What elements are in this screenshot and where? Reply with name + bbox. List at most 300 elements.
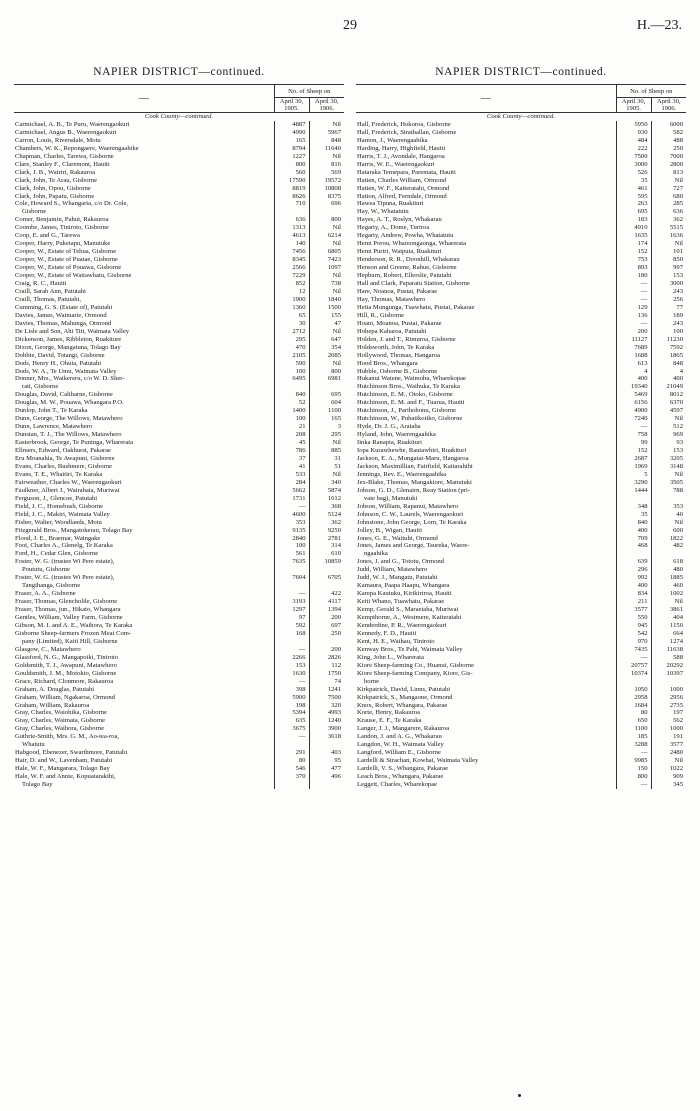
table-row (356, 686, 686, 694)
sheep-1905: 180 (616, 272, 651, 280)
owner-name: Hataraka Temepara, Paremata, Hauiti (357, 168, 456, 176)
owner-name: Ferguson, J., Glencoe, Patutahi (15, 494, 98, 502)
sheep-1906: 20292 (651, 662, 686, 670)
sheep-1905: 45 (274, 439, 309, 447)
sheep-1906: 191 (651, 733, 686, 741)
sheep-1905 (274, 208, 309, 216)
table-row (14, 781, 344, 789)
sheep-1905: — (274, 678, 309, 686)
sheep-1905: 710 (274, 200, 309, 208)
table-row (356, 598, 686, 606)
sheep-1905: 484 (616, 137, 651, 145)
left-column (14, 66, 344, 789)
sheep-1905: 198 (274, 702, 309, 710)
table-row (14, 264, 344, 272)
table-row (356, 256, 686, 264)
sheep-1905: 1050 (616, 686, 651, 694)
table-row (356, 344, 686, 352)
sheep-1905: 468 (616, 542, 651, 550)
table-row (14, 256, 344, 264)
table-row (14, 717, 344, 725)
owner-name: Johnstone, John George, Lorn, Te Karaka (357, 518, 467, 526)
owner-name: Davies, James, Waimarie, Ormond (15, 311, 107, 319)
owner-name: Gray, Charles, Waiohika, Gisborne (15, 709, 107, 717)
document-reference: H.—23. (636, 18, 682, 33)
sheep-1905: 613 (616, 360, 651, 368)
table-row (14, 280, 344, 288)
owner-name: Carmichael, A. B., Te Puru, Waerengaokuri (15, 120, 130, 128)
table-row (14, 535, 344, 543)
owner-name: Gouldsmith, J. M., Motokio, Gisborne (15, 669, 117, 677)
table-row (14, 185, 344, 193)
table-row (14, 662, 344, 670)
sheep-1906: Nil (309, 272, 344, 280)
owner-name: ngaahika (364, 550, 388, 558)
table-row (356, 129, 686, 137)
owner-name: Holden, J. and T., Rimuroa, Gisborne (357, 335, 456, 343)
owner-name: Carmichael, Angus B., Waerengaokuri (15, 128, 117, 136)
sheep-count-header: No. of Sheep on (274, 85, 344, 98)
sheep-1906: 2956 (651, 694, 686, 702)
sheep-1905: 400 (616, 582, 651, 590)
table-row (356, 503, 686, 511)
owner-name: Fraser, Thomas, jun., Hikato, Whangara (15, 606, 121, 614)
sheep-1906: 3861 (651, 606, 686, 614)
sheep-1906: Nil (651, 177, 686, 185)
owner-name: Iopa Kurawhewhe, Rautawhiri, Ruakituri (357, 447, 467, 455)
owner-name: Field, J. C., Homebush, Gisborne (15, 502, 104, 510)
sheep-1906: 1000 (651, 725, 686, 733)
owner-name: Evans, Charles, Bushmere, Gisborne (15, 462, 113, 470)
owner-name: Donner, Mrs., Waikereru, c/o W. D. Sher- (15, 375, 125, 383)
district-title: NAPIER DISTRICT—continued. (93, 66, 265, 78)
sheep-1906 (309, 741, 344, 749)
sheep-1905: 636 (274, 216, 309, 224)
table-row (356, 407, 686, 415)
owner-name: Dickenson, James, Ribbleton, Ruakiture (15, 335, 122, 343)
owner-name: Cooper, W., Estate of Waitawhatu, Gisborne (15, 272, 132, 280)
owner-name: Jobson, William, Rapanui, Matawhero (357, 502, 459, 510)
owner-name: Dunstan, T. J., The Willows, Matawhero (15, 431, 122, 439)
sheep-1905: 284 (274, 479, 309, 487)
sheep-1906: 51 (309, 463, 344, 471)
table-row (356, 773, 686, 781)
owner-name: Fisher, Walter, Woodlands, Motu (15, 518, 102, 526)
table-row (14, 360, 344, 368)
sheep-1905: 400 (616, 375, 651, 383)
owner-name: Dunn, Lawrence, Matawhero (15, 423, 93, 431)
owner-name: Gentles, William, Valley Farm, Gisborne (15, 614, 123, 622)
table-row (356, 272, 686, 280)
table-row (14, 511, 344, 519)
sheep-1906: 1612 (309, 495, 344, 503)
table-row (356, 606, 686, 614)
owner-name: Coop, E. and G., Tarewa (15, 232, 80, 240)
sheep-1906: 285 (651, 200, 686, 208)
sheep-1905: 1684 (616, 702, 651, 710)
sheep-1906: 403 (309, 749, 344, 757)
owner-name: Goldsmith, T. J., Awapuni, Matawhero (15, 661, 117, 669)
owner-name: Hair, D. and W., Lavenham, Patutahi (15, 757, 113, 765)
sheep-1905: 400 (616, 527, 651, 535)
table-row (356, 574, 686, 582)
owner-name: Easterbrook, George, Te Puninga, Wharerata (15, 439, 134, 447)
table-row (356, 224, 686, 232)
sheep-table-left (14, 84, 344, 789)
sheep-1905 (274, 741, 309, 749)
sheep-1905: 100 (274, 542, 309, 550)
owner-name: Hutchinson, E. M. and F., Tuarua, Hauiti (357, 399, 465, 407)
owner-name: Hill, R., Gisborne (357, 311, 405, 319)
owner-name: Karepa Kautuku, Kirikiriroa, Hauiti (357, 590, 452, 598)
sheep-1905: 348 (616, 503, 651, 511)
sheep-1905: 1400 (274, 407, 309, 415)
sheep-1906: Nil (309, 240, 344, 248)
table-row (356, 527, 686, 535)
owner-name: Gray, Charles, Waimata, Gisborne (15, 717, 106, 725)
table-row (356, 383, 686, 391)
sheep-1906: 10808 (309, 185, 344, 193)
sheep-table-right (356, 84, 686, 789)
table-row (356, 153, 686, 161)
sheep-1906: 422 (309, 590, 344, 598)
sheep-1905: 800 (616, 773, 651, 781)
owner-name: Clark, J. B., Wairiri, Rakauroa (15, 168, 96, 176)
table-row (356, 678, 686, 686)
sheep-1906 (309, 638, 344, 646)
table-row (14, 423, 344, 431)
sheep-1906: 1885 (651, 574, 686, 582)
sheep-1906: 7000 (651, 153, 686, 161)
owner-name: Hare, Noanoa, Pustai, Pakarae (357, 287, 438, 295)
sheep-1906: 816 (309, 161, 344, 169)
owner-name: Gisborne (22, 208, 47, 216)
sheep-1906: 482 (651, 542, 686, 550)
sheep-1905 (274, 638, 309, 646)
table-row (14, 638, 344, 646)
table-row (356, 375, 686, 383)
table-row (356, 336, 686, 344)
sheep-1906: 243 (651, 320, 686, 328)
sheep-1905: 650 (616, 717, 651, 725)
sheep-1905: 21 (274, 423, 309, 431)
table-row (14, 224, 344, 232)
owner-name: Graham, William, Rakauroa (15, 701, 90, 709)
sheep-1906: 3 (309, 423, 344, 431)
table-row (356, 741, 686, 749)
sheep-1906: 197 (651, 709, 686, 717)
sheep-1905: 695 (616, 208, 651, 216)
owner-name: Foster, W. G. (trustee Wi Pere estate), (15, 574, 115, 582)
table-row (14, 590, 344, 598)
owner-name: Evans, T. E., Whaitiri, Te Karaka (15, 470, 103, 478)
sheep-1905: 970 (616, 638, 651, 646)
sheep-1906: 250 (651, 145, 686, 153)
sheep-1905: 758 (616, 431, 651, 439)
owner-name: Clark, John, Opou, Gisborne (15, 184, 91, 192)
sheep-1906 (309, 208, 344, 216)
table-row (14, 216, 344, 224)
table-row (14, 193, 344, 201)
sheep-1905: 183 (616, 216, 651, 224)
owner-name: Kirkpatrick, David, Linns, Patutahi (357, 685, 451, 693)
owner-name: Henderson, R. R., Doonhill, Whakarau (357, 256, 460, 264)
sheep-1905: 10374 (616, 670, 651, 678)
sheep-1905: 296 (616, 566, 651, 574)
sheep-1906: 93 (651, 439, 686, 447)
table-row (14, 352, 344, 360)
owner-name: Cole, Howard S., Whangaria, c/o Dr. Cole, (15, 200, 129, 208)
sheep-1906: 697 (309, 622, 344, 630)
sheep-1906: Nil (651, 757, 686, 765)
owner-name: Knox, Robert, Whangara, Pakarae (357, 701, 448, 709)
sheep-1905: 174 (616, 240, 651, 248)
owner-name: Comer, Benjamin, Pahui, Rakauroa (15, 216, 109, 224)
sheep-1905: 461 (616, 185, 651, 193)
owner-name: Foster, W. G. (trustee Wi Pere estate), (15, 558, 115, 566)
owner-name: Cooper, W., Estate of Pouawa, Gisborne (15, 264, 122, 272)
owner-name: Judd, W. J., Mangatu, Patutahi (357, 574, 438, 582)
owner-name: Hutchinson Bros., Waihuka, Te Karaka (357, 383, 460, 391)
sheep-1906: 1394 (309, 606, 344, 614)
sheep-1905: 7240 (616, 415, 651, 423)
page-header (0, 0, 700, 40)
sheep-1906: 153 (651, 272, 686, 280)
sheep-1906: 7423 (309, 256, 344, 264)
table-row (356, 280, 686, 288)
table-row (356, 781, 686, 789)
owner-name: Hukanui Watene, Waimohu, Wharekopae (357, 375, 466, 383)
owner-name: Kent, H. E., Waihau, Tiniroto (357, 637, 435, 645)
sheep-1905: 7229 (274, 272, 309, 280)
sheep-1906: 314 (309, 542, 344, 550)
sheep-1905: 4613 (274, 232, 309, 240)
table-row (14, 574, 344, 582)
table-row (14, 232, 344, 240)
owner-name: Hatten, Charles William, Ormond (357, 176, 447, 184)
sheep-1905: 140 (274, 240, 309, 248)
owner-name: Glasgow, C., Matawhero (15, 645, 81, 653)
table-row (356, 161, 686, 169)
sheep-1906: 40 (651, 511, 686, 519)
table-row (356, 662, 686, 670)
table-row (356, 757, 686, 765)
table-row (356, 487, 686, 495)
sheep-1906: 9250 (309, 527, 344, 535)
table-row (356, 391, 686, 399)
table-row (356, 328, 686, 336)
owner-name: Judd, William, Matawhero (357, 566, 428, 574)
owner-name: Jobson, G. D., Glenairn, Reay Station (pri- (357, 486, 470, 494)
sheep-1906: Nil (309, 328, 344, 336)
table-row (14, 415, 344, 423)
sheep-1905: 550 (616, 614, 651, 622)
sheep-1905: 263 (616, 200, 651, 208)
sheep-1906: 4993 (309, 709, 344, 717)
table-row (356, 717, 686, 725)
sheep-1906: 800 (309, 368, 344, 376)
sheep-1905: 3288 (616, 741, 651, 749)
owner-name: Jolley, B., Wigan, Hauiti (357, 526, 422, 534)
sheep-1905: — (616, 296, 651, 304)
owner-name: De Lisle and Son, Ahi Titi, Waimata Valley (15, 327, 130, 335)
owner-name: Jackson, Maximillian, Fairfield, Kaitarahihi (357, 462, 473, 470)
sheep-1905: 9135 (274, 527, 309, 535)
table-row (356, 320, 686, 328)
table-row (356, 169, 686, 177)
owner-name: Krause, E. F., Te Karaka (357, 717, 422, 725)
sheep-1906: 800 (309, 216, 344, 224)
sheep-1906: 2826 (309, 654, 344, 662)
sheep-1905: 9985 (616, 757, 651, 765)
sheep-1905: 8794 (274, 145, 309, 153)
owner-name: Coombe, James, Tiniroto, Gisborne (15, 224, 109, 232)
sheep-1905: 6156 (616, 399, 651, 407)
table-row (356, 439, 686, 447)
sheep-1906: 1100 (309, 407, 344, 415)
sheep-1906: 155 (309, 312, 344, 320)
table-row (14, 765, 344, 773)
sheep-1906: 101 (651, 248, 686, 256)
sheep-1906: 112 (309, 662, 344, 670)
owner-name: Whatutu (22, 741, 45, 749)
owner-name: Fraser, Thomas, Glencholile, Gisborne (15, 598, 118, 606)
table-row (356, 352, 686, 360)
sheep-1906: 813 (651, 169, 686, 177)
table-row (356, 702, 686, 710)
table-row (14, 749, 344, 757)
sheep-1906: 727 (651, 185, 686, 193)
sheep-1905: 1969 (616, 463, 651, 471)
owner-name: Fairweather, Charles W., Waerengaokuri (15, 478, 122, 486)
table-row (356, 177, 686, 185)
table-row (14, 503, 344, 511)
sheep-1905: 65 (274, 312, 309, 320)
sheep-1906: 340 (309, 479, 344, 487)
sheep-1905: 834 (616, 590, 651, 598)
owner-name: Hemi Porou, Whareongaonga, Wharerata (357, 240, 467, 248)
owner-name: Jex-Blake, Thomas, Mangakiore, Manutuki (357, 478, 472, 486)
table-row (356, 431, 686, 439)
table-row (356, 463, 686, 471)
sheep-1906: 6000 (651, 121, 686, 129)
table-row (14, 702, 344, 710)
table-row (14, 121, 344, 129)
sheep-1905: 1900 (274, 296, 309, 304)
sheep-1906 (309, 781, 344, 789)
owner-name: Dunn, George, The Willows, Matawhero (15, 415, 123, 423)
sheep-1905: 526 (616, 169, 651, 177)
table-row (14, 463, 344, 471)
sheep-1905: 1635 (616, 232, 651, 240)
sheep-1906: 618 (651, 558, 686, 566)
sheep-1905: 595 (616, 193, 651, 201)
sheep-1906: 636 (651, 208, 686, 216)
owner-name: Kemp, Gerald S., Maraetaha, Muriwai (357, 606, 459, 614)
sheep-1905: 930 (616, 129, 651, 137)
owner-name: Craig, R. C., Hauiti (15, 280, 67, 288)
sheep-1906: 3000 (651, 280, 686, 288)
sheep-1905: 590 (274, 360, 309, 368)
owner-name: Kennedy, F. D., Hauiti (357, 629, 417, 637)
owner-name: Eru Moanahia, Te Awapuni, Gisborne (15, 454, 115, 462)
right-column (356, 66, 686, 789)
sheep-1906: Nil (651, 240, 686, 248)
sheep-1906: 5967 (309, 129, 344, 137)
sheep-1906: 647 (309, 336, 344, 344)
table-row (356, 240, 686, 248)
table-row (14, 447, 344, 455)
table-row (356, 471, 686, 479)
table-row (14, 391, 344, 399)
table-row (14, 542, 344, 550)
owner-name: Davies, Thomas, Mahunga, Ormond (15, 319, 112, 327)
owner-name: Chambers, W. K., Repongaere, Waerengaahike (15, 144, 139, 152)
sheep-1906 (651, 678, 686, 686)
sheep-1905: 840 (616, 519, 651, 527)
sheep-1905: 41 (274, 463, 309, 471)
sheep-1906: 1636 (651, 232, 686, 240)
owner-name: Hall and Clark, Paparatu Station, Gisborne (357, 280, 470, 288)
sheep-1905: 35 (616, 511, 651, 519)
sheep-1905: 753 (616, 256, 651, 264)
owner-name: Jones, James and George, Taureka, Waere- (357, 542, 470, 550)
sheep-1906: 6805 (309, 248, 344, 256)
owner-name: Jackson, E. A., Mungatai-Maru, Hangaroa (357, 454, 469, 462)
table-row (14, 479, 344, 487)
sheep-1906: 480 (651, 566, 686, 574)
sheep-1906: 1822 (651, 535, 686, 543)
sheep-1906: 77 (651, 304, 686, 312)
sheep-1905: 97 (274, 614, 309, 622)
table-row (14, 129, 344, 137)
sheep-1905: 852 (274, 280, 309, 288)
sheep-1906: 6705 (309, 574, 344, 582)
owner-name: Jones, J. and G., Tototu, Ormond (357, 558, 444, 566)
table-row (356, 360, 686, 368)
table-row (14, 153, 344, 161)
owner-name: Langford, William E., Gisborne (357, 749, 441, 757)
table-row (14, 495, 344, 503)
sheep-1906: 562 (651, 717, 686, 725)
sheep-1906 (651, 495, 686, 503)
sheep-1906: 11638 (651, 646, 686, 654)
sheep-1906: 850 (651, 256, 686, 264)
sheep-1905: 153 (274, 662, 309, 670)
table-row (356, 304, 686, 312)
section-heading: Cook County—continued. (144, 113, 214, 120)
owner-name: Harding, Harry, Highfield, Hauiti (357, 144, 446, 152)
sheep-1906: 969 (651, 431, 686, 439)
sheep-1906: 488 (651, 137, 686, 145)
sheep-1905: 4990 (274, 129, 309, 137)
sheep-1905: 1227 (274, 153, 309, 161)
table-row (14, 487, 344, 495)
district-title: NAPIER DISTRICT—continued. (435, 66, 607, 78)
table-row (14, 336, 344, 344)
owner-name: Hale, W. F. and Annie, Kopuatarakihi, (15, 773, 116, 781)
sheep-1906: 1022 (651, 765, 686, 773)
table-row (356, 248, 686, 256)
owner-name: Kamaura, Paapa Haapu, Whangara (357, 582, 450, 590)
sheep-1906: 165 (309, 415, 344, 423)
table-row (356, 399, 686, 407)
table-row (356, 479, 686, 487)
sheep-1905: 100 (274, 415, 309, 423)
sheep-1906: 345 (651, 781, 686, 789)
owner-name: Landon, J. and A. G., Whakarau (357, 733, 442, 741)
sheep-1905: 893 (616, 264, 651, 272)
